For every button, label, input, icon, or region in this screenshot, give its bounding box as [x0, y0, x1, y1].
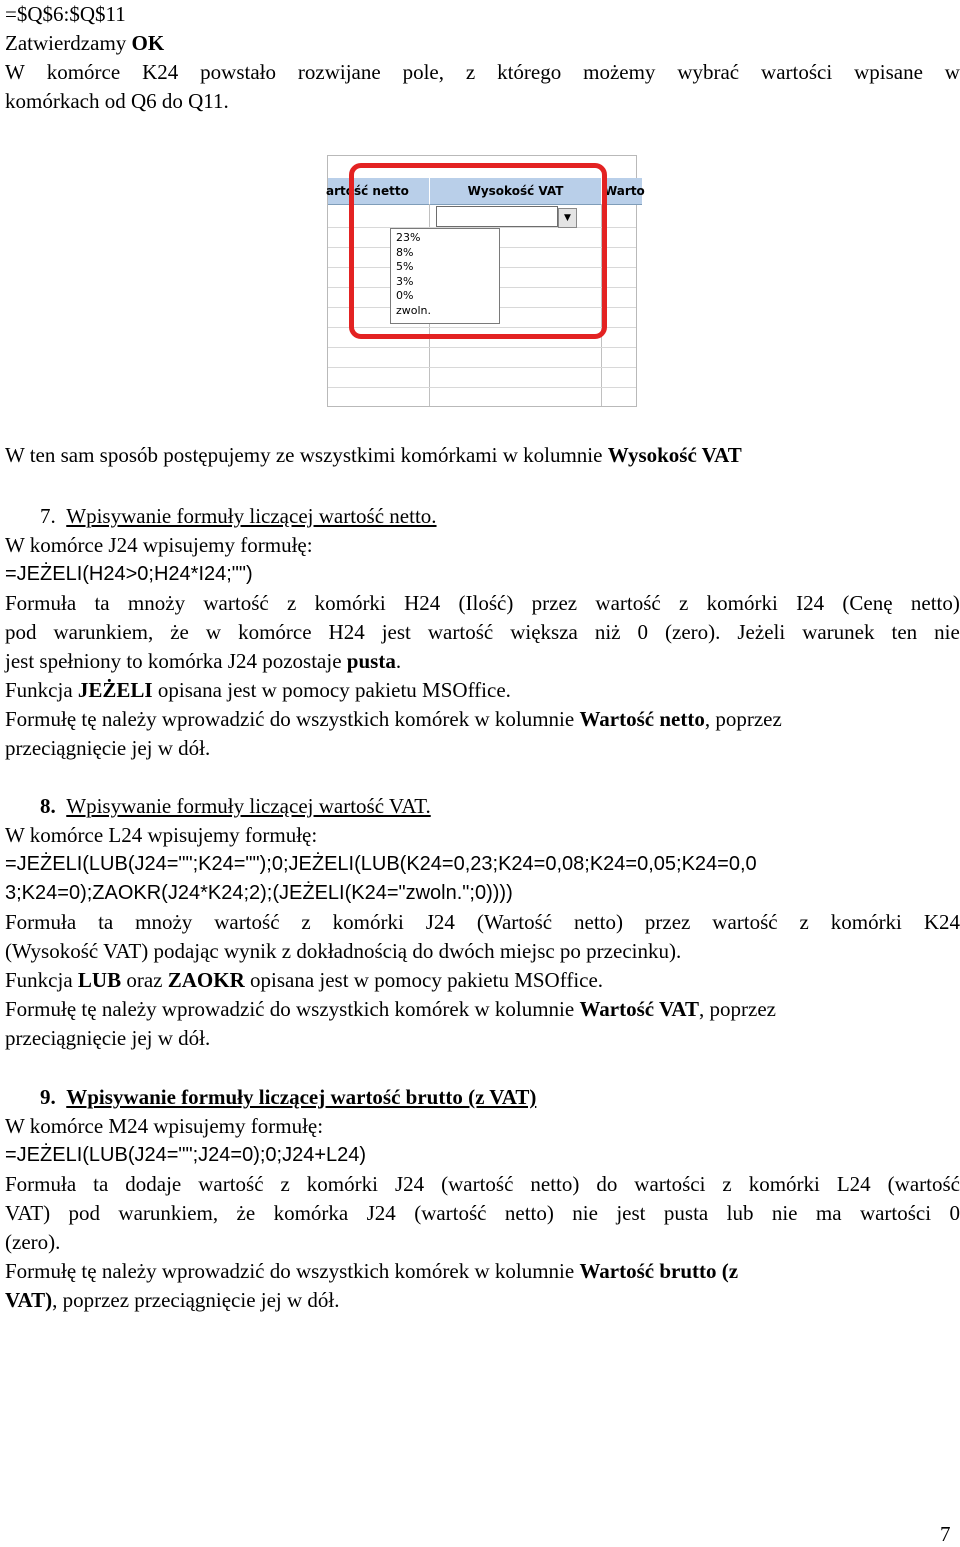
- section-7-title: Wpisywanie formuły liczącej wartość netto.: [66, 504, 437, 528]
- section-7-formula: =JEŻELI(H24>0;H24*I24;""): [5, 563, 253, 585]
- page-number: 7: [940, 1522, 951, 1546]
- section-8-formula-line2: 3;K24=0);ZAOKR(J24*K24;2);(JEŻELI(K24="zwoln.";0)))): [5, 882, 513, 904]
- section-8-p1-line1: Formuła ta mnoży wartość z komórki J24 (Wartość netto) przez wartość z komórki K24: [5, 910, 960, 934]
- column-header-netto: artość netto: [328, 178, 429, 205]
- note-bold: Wysokość VAT: [607, 443, 742, 467]
- section-8-title: Wpisywanie formuły liczącej wartość VAT.: [66, 794, 431, 818]
- dropdown-option[interactable]: zwoln.: [396, 303, 432, 317]
- confirm-ok: OK: [131, 31, 165, 55]
- section-7-heading: 7. Wpisywanie formuły liczącej wartość netto.: [40, 504, 437, 528]
- desc-line-1: W komórce K24 powstało rozwijane pole, z którego możemy wybrać wartości wpisane w: [5, 60, 960, 84]
- section-8-p3: Formułę tę należy wprowadzić do wszystkich komórek w kolumnie Wartość VAT, poprzez: [5, 997, 777, 1021]
- section-9-heading: 9. Wpisywanie formuły liczącej wartość brutto (z VAT): [40, 1085, 537, 1109]
- column-header-next: Warto: [602, 178, 642, 205]
- dropdown-arrow-icon[interactable]: ▼: [558, 208, 577, 228]
- highlight-frame: [349, 163, 607, 339]
- confirm-text: [5, 30, 164, 56]
- dropdown-option[interactable]: 8%: [396, 245, 414, 259]
- section-8-formula-line1: =JEŻELI(LUB(J24="";K24="");0;JEŻELI(LUB(K24=0,23;K24=0,08;K24=0,05;K24=0,0: [5, 853, 757, 875]
- dropdown-option[interactable]: 5%: [396, 260, 414, 273]
- section-9-p1-line3: (zero).: [5, 1230, 61, 1254]
- note-text: W ten sam sposób postępujemy ze wszystkimi komórkami w kolumnie Wysokość VAT: [5, 443, 742, 467]
- section-9-p2-line2: VAT), poprzez przeciągnięcie jej w dół.: [5, 1288, 340, 1312]
- desc-line-2: komórkach od Q6 do Q11.: [5, 89, 229, 113]
- section-8-p1-line2: (Wysokość VAT) podając wynik z dokładnością do dwóch miejsc po przecinku).: [5, 939, 682, 963]
- dropdown-option[interactable]: 0%: [396, 289, 414, 302]
- section-8-heading: 8. Wpisywanie formuły liczącej wartość VAT.: [40, 794, 431, 818]
- dropdown-option[interactable]: 3%: [396, 274, 414, 288]
- section-9-title: Wpisywanie formuły liczącej wartość brutto (z VAT): [66, 1085, 537, 1109]
- section-8-p2: Funkcja LUB oraz ZAOKR opisana jest w pomocy pakietu MSOffice.: [5, 968, 604, 992]
- section-7-p3: Formułę tę należy wprowadzić do wszystkich komórek w kolumnie Wartość netto, poprzez: [5, 707, 782, 731]
- confirm-prefix: Zatwierdzamy: [5, 31, 132, 55]
- section-9-intro: W komórce M24 wpisujemy formułę:: [5, 1114, 324, 1138]
- section-9-p2: Formułę tę należy wprowadzić do wszystkich komórek w kolumnie Wartość brutto (z: [5, 1259, 739, 1283]
- section-7-p1-line1: Formuła ta mnoży wartość z komórki H24 (Ilość) przez wartość z komórki I24 (Cenę netto): [5, 591, 960, 615]
- section-8-intro: W komórce L24 wpisujemy formułę:: [5, 823, 318, 847]
- section-7-p1-line2: pod warunkiem, że w komórce H24 jest wartość większa niż 0 (zero). Jeżeli warunek ten nie: [5, 620, 960, 644]
- section-8-p3-line2: przeciągnięcie jej w dół.: [5, 1026, 211, 1050]
- section-9-p1-line2: VAT) pod warunkiem, że komórka J24 (wartość netto) nie jest pusta lub nie ma wartości 0: [5, 1201, 960, 1225]
- section-9-p1-line1: Formuła ta dodaje wartość z komórki J24 (wartość netto) do wartości z komórki L24 (wartość: [5, 1172, 960, 1196]
- range-text: =$Q$6:$Q$11: [5, 2, 126, 26]
- section-7-intro: W komórce J24 wpisujemy formułę:: [5, 533, 313, 557]
- section-7-p3-line2: przeciągnięcie jej w dół.: [5, 736, 211, 760]
- section-9-formula: =JEŻELI(LUB(J24="";J24=0);0;J24+L24): [5, 1144, 367, 1166]
- dropdown-option[interactable]: 23%: [396, 231, 421, 244]
- section-7-p2: Funkcja JEŻELI opisana jest w pomocy pakietu MSOffice.: [5, 678, 511, 702]
- column-header-vat: Wysokość VAT: [430, 178, 601, 205]
- section-7-p1-line3: jest spełniony to komórka J24 pozostaje pusta.: [5, 649, 402, 673]
